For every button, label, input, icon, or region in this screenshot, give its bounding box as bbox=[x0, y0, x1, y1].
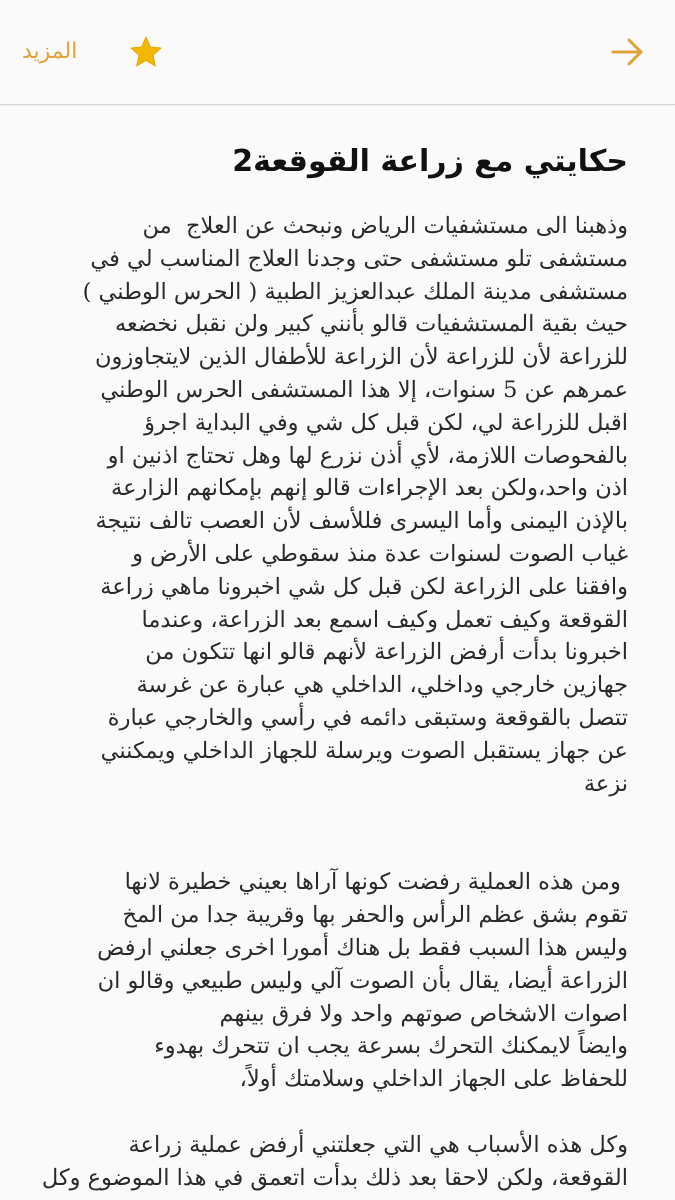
paragraph-spacer bbox=[40, 1096, 628, 1129]
arrow-right-icon[interactable] bbox=[608, 34, 648, 70]
article-title: حكايتي مع زراعة القوقعة2 bbox=[232, 144, 628, 179]
article-paragraph: وكل هذه الأسباب هي التي جعلتني أرفض عملية زراعة القوقعة، ولكن لاحقا بعد ذلك بدأت اتعمق في هذا الموضوع وكل bbox=[41, 1131, 628, 1191]
article-paragraph: ومن هذه العملية رفضت كونها آراها بعيني خطيرة لانها تقوم بشق عظم الرأس والحفر بها وقريبة جدا من المخ وليس هذا السبب فقط بل هناك أمورا اخرى جعلني ارفض الزراعة أيضا، يقال بأن الصوت آلي وليس طبيعي وقالو ان اصوات الاشخاص صوتهم واحد ولا فرق بينهم وايضاً لايمكنك التحرك بسرعة يجب ان تتحرك بهدوء للحفاظ على الجهاز الداخلي وسلامتك أولاً، bbox=[97, 869, 628, 1093]
star-icon[interactable] bbox=[128, 34, 164, 70]
article-paragraph: وذهبنا الى مستشفيات الرياض ونبحث عن العلاج من مستشفى تلو مستشفى حتى وجدنا العلاج المناسب لي في مستشفى مدينة الملك عبدالعزيز الطبية ( الحرس الوطني ) حيث بقية المستشفيات قالو بأنني كبير ولن نقبل نخضعه للزراعة لأن للزراعة لأن الزراعة للأطفال الذين لايتجاوزون عمرهم عن 5 سنوات، إلا هذا المستشفى الحرس الوطني اقبل للزراعة لي، لكن قبل كل شي وفي البداية اجرؤ بالفحوصات اللازمة، لأي أذن نزرع لها وهل تحتاج اذنين او اذن واحد،ولكن بعد الإجراءات قالو إنهم بإمكانهم الزارعة بالإذن اليمنى وأما اليسرى فللأسف لأن العصب تالف نتيجة غياب الصوت لسنوات عدة منذ سقوطي على الأرض و وافقنا على الزراعة لكن قبل كل شي اخبرونا ماهي زراعة القوقعة وكيف تعمل وكيف اسمع بعد الزراعة، وعندما اخبرونا بدأت أرفض الزراعة لأنهم قالو انها تتكون من جهازين خارجي وداخلي، الداخلي هي عبارة عن غرسة تتصل بالقوقعة وستبقى دائمه في رأسي والخارجي عبارة عن جهاز يستقبل الصوت ويرسلة للجهاز الداخلي ويمكنني نزعة bbox=[82, 213, 628, 797]
top-toolbar bbox=[0, 0, 675, 105]
paragraph-spacer bbox=[40, 800, 628, 866]
more-button[interactable]: المزيد bbox=[22, 39, 78, 64]
article bbox=[40, 130, 628, 1195]
